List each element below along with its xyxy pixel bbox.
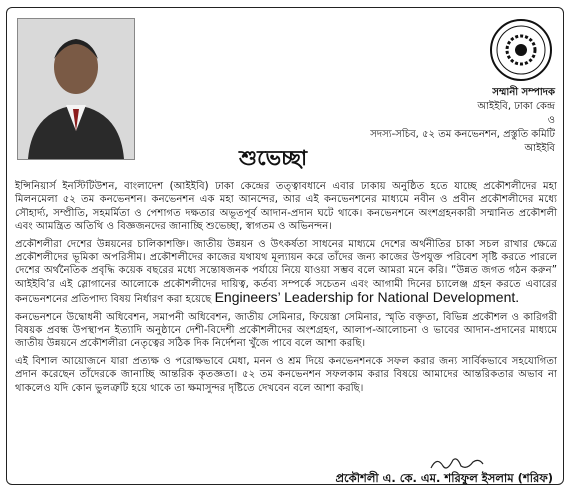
sender-org: আইইবি, ঢাকা কেন্দ্র <box>477 101 555 112</box>
portrait-icon <box>18 19 134 159</box>
sender-conjunction: ও <box>547 115 555 126</box>
ieb-logo-icon <box>489 18 553 82</box>
sender-block <box>370 86 555 156</box>
paragraph <box>15 238 557 307</box>
message-body <box>15 180 557 399</box>
paragraph: ইন্সিনিয়ার্স ইনস্টিটিউশন, বাংলাদেশ (আইইবি) ঢাকা কেন্দ্রের তত্ত্বাবধানে এবার ঢাকায় অনুষ্ঠিত হতে যাচ্ছে প্রকৌশলীদের মহা মিলনমেলা ৫২ তম কনভেনশন। কনভেনশন এক মহা আনন্দের, আর এই কনভেনশনের মাধ্যমে নবীন ও প্রবীন প্রকৌশলীদের মধ্যে সৌহার্দ্য, সম্প্রীতি, সহমর্মিতা ও পেশাগত দক্ষতার অভূতপূর্ব আদান-প্রদান ঘটে থাকে। কনভেনশনে অংশগ্রহনকারী সম্মানিত প্রকৌশলী এবং আমন্ত্রিত অতিথি ও বিজ্ঞজনদের জানাচ্ছি শুভেচ্ছা, স্বাগতম ও অভিনন্দন। <box>15 181 557 233</box>
author-photo <box>17 18 135 160</box>
message-card <box>6 7 564 485</box>
paragraph: কনভেনশনে উদ্বোধনী অধিবেশন, সমাপনী অধিবেশন, জাতীয় সেমিনার, ফিয়েস্তা সেমিনার, স্মৃতি বক্তৃতা, বিভিন্ন প্রকৌশল ও কারিগরী বিষয়ক প্রবন্ধ উপস্থাপন ইত্যাদি অনুষ্ঠানে দেশী-বিদেশী প্রকৌশলীদের অংশগ্রহণ, আলাপ-আলোচনা ও ভাবের আদান-প্রদানের মাধ্যমে জাতীয় উন্নয়নে প্রকৌশলীরা নেতৃত্বের সঠিক দিক নির্দেশনা খুঁজে পাবে বলে আশা করছি। <box>15 311 557 350</box>
signer-name: প্রকৌশলী এ. কে. এম. শরিফুল ইসলাম (শরিফ) <box>335 471 553 485</box>
sender-org-2: আইইবি <box>524 143 555 154</box>
paragraph: এই বিশাল আয়োজনে যারা প্রত্যক্ষ ও পরোক্ষভাবে মেধা, মনন ও শ্রম দিয়ে কনভেনশনকে সফল করার জন্য সার্বিকভাবে সহযোগিতা প্রদান করেছেন তাঁদেরকে জানাচ্ছি আন্তরিক কৃতজ্ঞতা। ৫২ তম কনভেনশন সফলকাম করার বিষয়ে আমাদের আন্তরিকতার অভাব না থাকলেও যদি কোন ভুলত্রুটি হয়ে থাকে তা ক্ষমাসুন্দর দৃষ্টিতে দেখবেন বলে আশা করছি। <box>15 355 557 394</box>
sender-role-2: সদস্য-সচিব, ৫২ তম কনভেনশন, প্রস্তুতি কমিটি <box>370 129 555 140</box>
page-title: শুভেচ্ছা <box>239 145 308 170</box>
sender-role: সম্মানী সম্পাদক <box>492 87 555 98</box>
paragraph-text: প্রকৌশলীরা দেশের উন্নয়নের চালিকাশক্তি। জাতীয় উন্নয়ন ও উৎকর্ষতা সাধনের মাধ্যমে দেশের অর্থনীতির চাকা সচল রাখার ক্ষেত্রে প্রকৌশলীদের ভূমিকা অপরিসীম। প্রকৌশলীদের কাজের যথাযথ মূল্যায়ন করে তাঁদের জন্য কাজের উপযুক্ত পরিবেশ সৃষ্টি করতে পারলে দেশের অর্থনৈতিক প্রবৃদ্ধি কয়েক বছরের মধ্যে সন্তোষজনক পর্যায়ে নিয়ে যাওয়া সম্ভব বলে আমরা মনে করি। “উন্নত জগত গঠন করুন” আইইবি’র এই স্লোগানের আলোকে প্রকৌশলীদের দায়িত্ব, কর্তব্য সম্পর্কে সচেতন এবং আগামী দিনের চ্যালেঞ্জ গ্রহন করতে এবারের কনভেনশনের প্রতিপাদ্য বিষয় নির্ধারণ করা হয়েছে <box>15 238 557 306</box>
theme-english: Engineers’ Leadership for National Development. <box>214 289 520 306</box>
